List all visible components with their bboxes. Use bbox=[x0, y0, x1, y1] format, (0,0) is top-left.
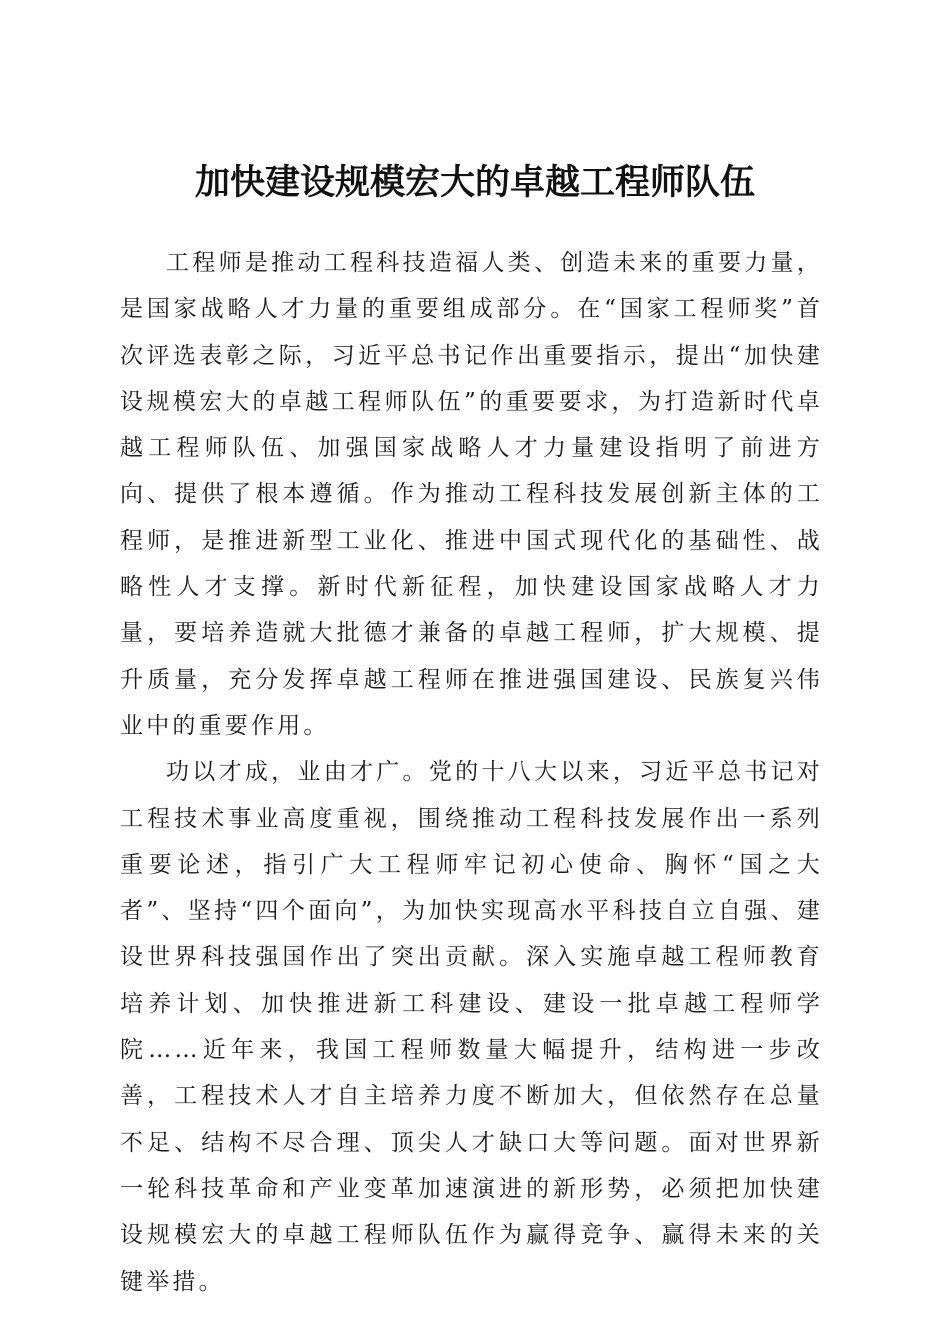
body-paragraph-2: 功以才成，业由才广。党的十八大以来，习近平总书记对工程技术事业高度重视，围绕推动工程科技发展作出一系列重要论述，指引广大工程师牢记初心使命、胸怀“国之大者”、坚持“四个面向”，为加快实现高水平科技自立自强、建设世界科技强国作出了突出贡献。深入实施卓越工程师教育培养计划、加快推进新工科建设、建设一批卓越工程师学院……近年来，我国工程师数量大幅提升，结构进一步改善，工程技术人才自主培养力度不断加大，但依然存在总量不足、结构不尽合理、顶尖人才缺口大等问题。面对世界新一轮科技革命和产业变革加速演进的新形势，必须把加快建设规模宏大的卓越工程师队伍作为赢得竞争、赢得未来的关键举措。 bbox=[120, 759, 823, 1295]
body-paragraph-1: 工程师是推动工程科技造福人类、创造未来的重要力量，是国家战略人才力量的重要组成部分。在“国家工程师奖”首次评选表彰之际，习近平总书记作出重要指示，提出“加快建设规模宏大的卓越工程师队伍”的重要要求，为打造新时代卓越工程师队伍、加强国家战略人才力量建设指明了前进方向、提供了根本遵循。作为推动工程科技发展创新主体的工程师，是推进新型工业化、推进中国式现代化的基础性、战略性人才支撑。新时代新征程，加快建设国家战略人才力量，要培养造就大批德才兼备的卓越工程师，扩大规模、提升质量，充分发挥卓越工程师在推进强国建设、民族复兴伟业中的重要作用。 bbox=[120, 250, 823, 739]
document-title: 加快建设规模宏大的卓越工程师队伍 bbox=[194, 162, 755, 204]
document-body bbox=[120, 240, 823, 1305]
